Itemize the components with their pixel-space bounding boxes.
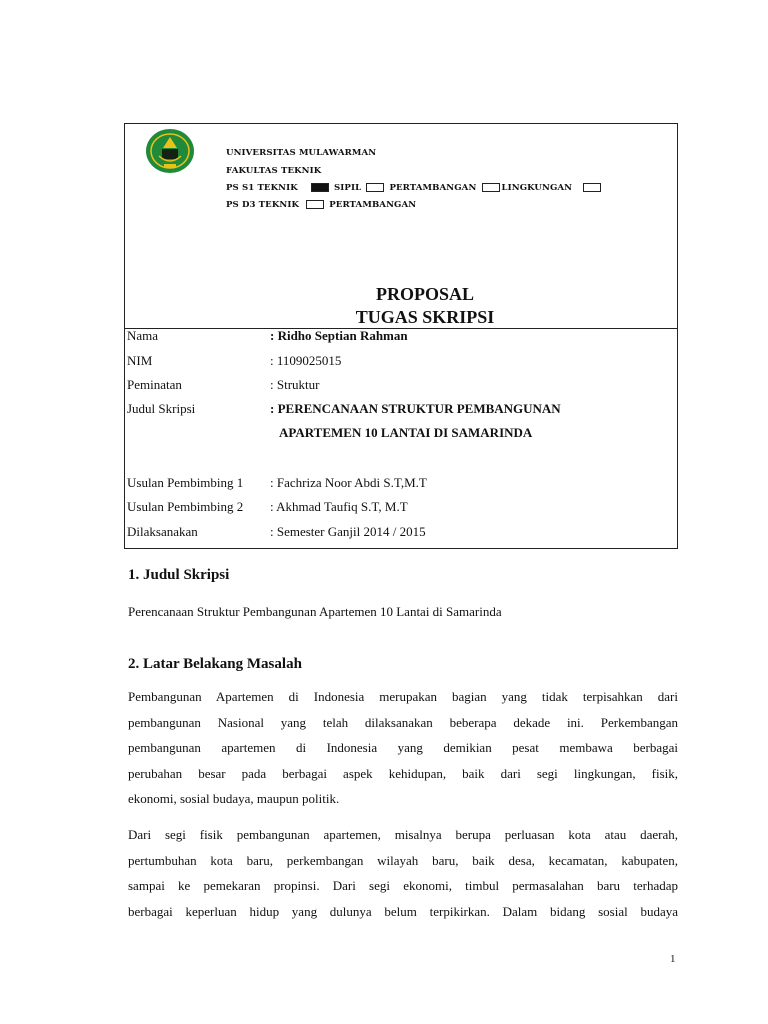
pembimbing1-label: Usulan Pembimbing 1 [127, 475, 244, 490]
section1-heading: 1. Judul Skripsi [128, 567, 230, 583]
nim-label: NIM [127, 353, 153, 368]
nama-value: : Ridho Septian Rahman [270, 328, 408, 343]
s1-sipil-checkbox-checked [311, 183, 329, 192]
dilaksanakan-label: Dilaksanakan [127, 524, 198, 539]
judul-value-line2: APARTEMEN 10 LANTAI DI SAMARINDA [279, 425, 533, 440]
pembimbing2-value: : Akhmad Taufiq S.T, M.T [270, 499, 408, 514]
proposal-subtitle: TUGAS SKRIPSI [355, 307, 495, 327]
s1-pertambangan-checkbox [482, 183, 500, 192]
paragraph-line: ekonomi, sosial budaya, maupun politik. [128, 791, 340, 806]
s1-option-pertambangan: PERTAMBANGAN [389, 183, 477, 193]
pembimbing1-value: : Fachriza Noor Abdi S.T,M.T [270, 475, 427, 490]
judul-value-line1: : PERENCANAAN STRUKTUR PEMBANGUNAN [270, 401, 561, 416]
pembimbing2-label: Usulan Pembimbing 2 [127, 499, 244, 514]
d3-label: PS D3 TEKNIK [226, 200, 300, 210]
nim-value: : 1109025015 [270, 353, 342, 368]
s1-program-row [226, 183, 603, 193]
s1-lingkungan-checkbox [583, 183, 601, 192]
d3-checkbox [306, 200, 324, 209]
dilaksanakan-value: : Semester Ganjil 2014 / 2015 [270, 524, 426, 539]
judul-label: Judul Skripsi [127, 401, 196, 416]
proposal-title: PROPOSAL [375, 284, 474, 304]
section2-paragraph1 [128, 684, 678, 812]
paragraph-line: sampai ke pemekaran propinsi. Dari segi ekonomi, timbul permasalahan baru terhadap [128, 878, 678, 893]
paragraph-line: Pembangunan Apartemen di Indonesia merupakan bagian yang tidak terpisahkan dari [128, 689, 678, 704]
paragraph-line: perubahan besar pada berbagai aspek kehidupan, baik dari segi lingkungan, fisik, [128, 765, 678, 781]
paragraph-line: pembangunan Nasional yang telah dilaksanakan beberapa dekade ini. Perkembangan [128, 714, 678, 730]
peminatan-value: : Struktur [270, 377, 320, 392]
s1-sipil-checkbox [366, 183, 384, 192]
d3-option-pertambangan: PERTAMBANGAN [329, 200, 417, 210]
section2-paragraph2 [128, 822, 678, 924]
faculty-name: FAKULTAS TEKNIK [226, 166, 322, 176]
university-name: UNIVERSITAS MULAWARMAN [226, 148, 377, 158]
section2-heading: 2. Latar Belakang Masalah [128, 656, 302, 672]
paragraph-line: Dari segi fisik pembangunan apartemen, misalnya berupa perluasan kota atau daerah, [128, 827, 678, 842]
section1-text: Perencanaan Struktur Pembangunan Apartemen 10 Lantai di Samarinda [128, 604, 502, 619]
paragraph-line: pembangunan apartemen di Indonesia yang demikian pesat membawa berbagai [128, 740, 678, 755]
page-number: 1 [670, 953, 676, 965]
peminatan-label: Peminatan [127, 377, 182, 392]
paragraph-line: pertumbuhan kota baru, perkembangan wilayah baru, baik desa, kecamatan, kabupaten, [128, 852, 678, 868]
university-logo-icon [145, 128, 195, 174]
s1-option-sipil: SIPIL [333, 183, 362, 193]
nama-label: Nama [127, 328, 159, 343]
d3-program-row [226, 200, 416, 210]
s1-label: PS S1 TEKNIK [226, 183, 298, 193]
paragraph-line: berbagai keperluan hidup yang dulunya belum terpikirkan. Dalam bidang sosial budaya [128, 903, 678, 919]
s1-option-lingkungan: LINGKUNGAN [501, 183, 573, 193]
